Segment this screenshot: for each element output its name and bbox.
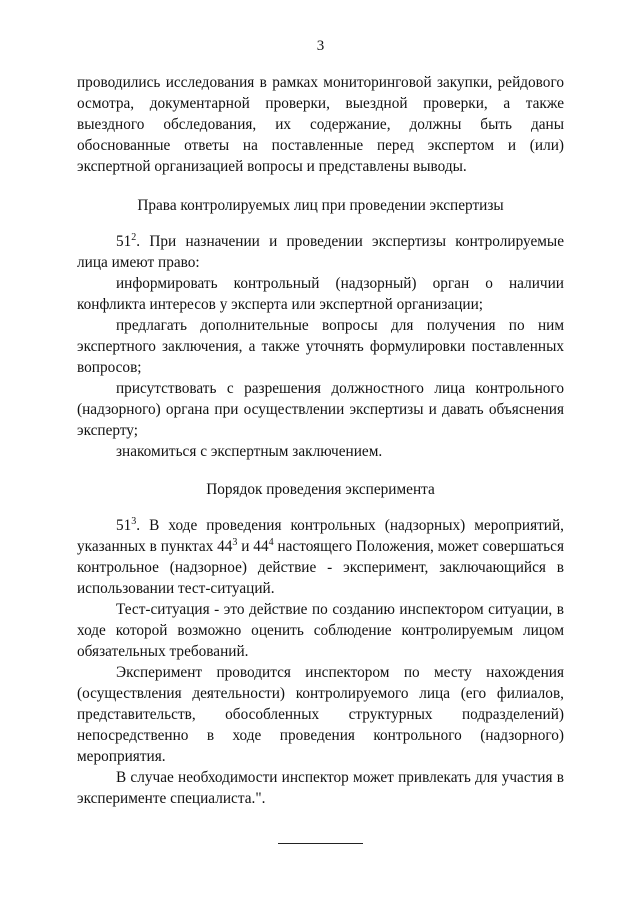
paragraph-experiment-place: Эксперимент проводится инспектором по месту нахождения (осуществления деятельности) контролируемого лица (его филиалов, представительств, обособленных структурных подразделений) непосредственно в ходе проведения контрольного (надзорного) мероприятия.: [77, 664, 564, 765]
section-text: . При назначении и проведении экспертизы контролируемые лица имеют право:: [77, 233, 564, 271]
right-item-inform: информировать контрольный (надзорный) орган о наличии конфликта интересов у эксперта или экспертной организации;: [77, 275, 564, 313]
section-51-3: [77, 515, 564, 599]
paragraph-specialist: В случае необходимости инспектор может привлекать для участия в эксперименте специалиста.".: [77, 769, 564, 807]
section-text: настоящего Положения, может совершаться контрольное (надзорное) действие - эксперимент, заключающийся в использовании тест-ситуаций.: [77, 538, 564, 597]
section-text: и 44: [237, 538, 269, 555]
point-superscript: 3: [232, 536, 238, 548]
closing-rule: [278, 843, 363, 844]
right-item-propose: предлагать дополнительные вопросы для получения по ним экспертного заключения, а также уточнять формулировки поставленных вопросов;: [77, 317, 564, 376]
paragraph-research: проводились исследования в рамках мониторинговой закупки, рейдового осмотра, документарной проверки, выездной проверки, а также выездного обследования, их содержание, должны быть даны обоснованные ответы на поставленные перед экспертом и (или) экспертной организацией вопросы и представлены выводы.: [77, 74, 564, 175]
section-text: . В ходе проведения контрольных (надзорных) мероприятий, указанных в пунктах 44: [77, 517, 564, 555]
document-page: [77, 36, 564, 844]
section-number: 51: [116, 233, 132, 250]
heading-experiment: Порядок проведения эксперимента: [206, 481, 435, 498]
paragraph-test-situation: Тест-ситуация - это действие по созданию инспектором ситуации, в ходе которой возможно оценить соблюдение контролируемым лицом обязательных требований.: [77, 601, 564, 660]
section-superscript: 2: [131, 231, 137, 243]
right-item-review: знакомиться с экспертным заключением.: [116, 443, 383, 460]
page-number: 3: [316, 38, 325, 54]
right-item-attend: присутствовать с разрешения должностного лица контрольного (надзорного) органа при осуществлении экспертизы и давать объяснения эксперту;: [77, 380, 564, 439]
section-number: 51: [116, 517, 132, 534]
section-superscript: 3: [131, 515, 137, 527]
point-superscript: 4: [268, 536, 274, 548]
heading-rights: Права контролируемых лиц при проведении экспертизы: [137, 197, 504, 214]
section-51-2: [77, 231, 564, 273]
